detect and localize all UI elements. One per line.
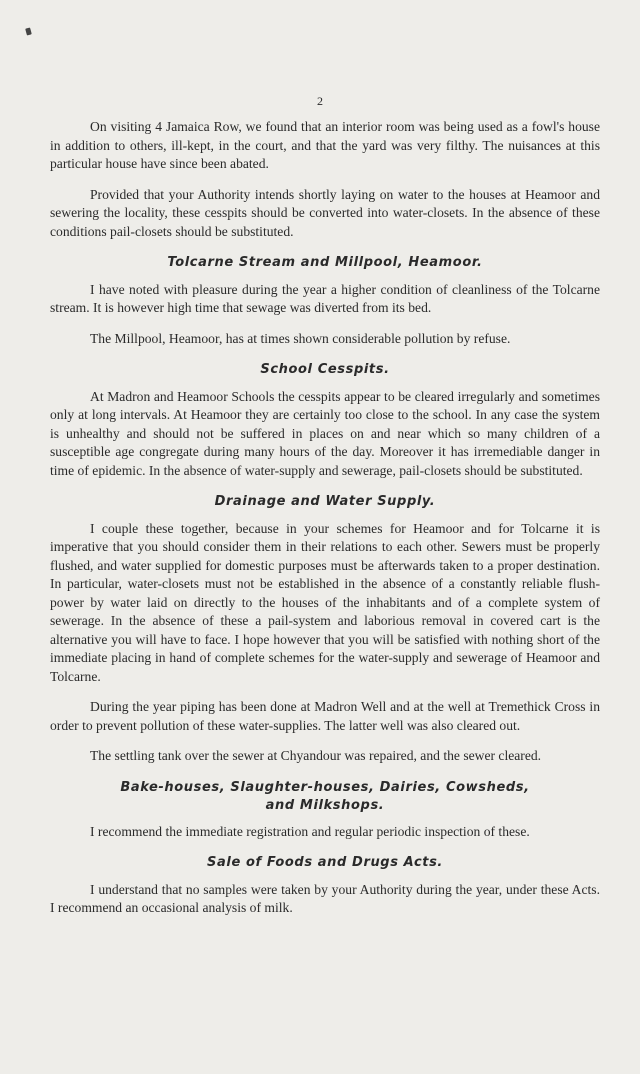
paragraph-registration: I recommend the immediate registration and regular periodic inspection of these. bbox=[90, 823, 530, 839]
document-body bbox=[50, 118, 600, 930]
heading-sale-of-foods: Sale of Foods and Drugs Acts. bbox=[207, 855, 443, 870]
paragraph-jamaica-row: On visiting 4 Jamaica Row, we found that an interior room was being used as a fowl's house in addition to others, ill-kept, in the court, and that the yard was very filthy. The nuisances at this particular house have since been abated. bbox=[50, 119, 600, 171]
paragraph-samples: I understand that no samples were taken by your Authority during the year, under these Acts. I recommend an occasional analysis of milk. bbox=[50, 881, 600, 915]
heading-tolcarne-stream: Tolcarne Stream and Millpool, Heamoor. bbox=[167, 255, 483, 270]
heading-school-cesspits: School Cesspits. bbox=[260, 362, 390, 377]
heading-bakehouses bbox=[50, 779, 600, 815]
page-corner-mark bbox=[25, 27, 32, 35]
paragraph-cesspits-conversion: Provided that your Authority intends shortly laying on water to the houses at Heamoor and sewering the locality, these cesspits should be converted into water-closets. In the absence of these conditions pail-closets should be substituted. bbox=[50, 186, 600, 239]
paragraph-settling-tank: The settling tank over the sewer at Chyandour was repaired, and the sewer cleared. bbox=[90, 748, 542, 763]
paragraph-drainage: I couple these together, because in your schemes for Heamoor and for Tolcarne it is imperative that you should consider them in their relations to each other. Sewers must be properly flushed, and water supplied for domestic purposes must be afterwards taken to a proper destination. In particular, water-closets must not be established in the absence of a constantly reliable flush-power by water laid on directly to the houses of the inhabitants and of a complete system of sewerage. In the absence of these a pail-system and laborious removal in covered cart is the alternative you will have to face. I hope however that you will be satisfied with nothing short of the immediate placing in hand of complete schemes for the water-supply and sewerage of Heamoor and Tolcarne. bbox=[50, 520, 600, 684]
paragraph-tolcarne-stream: I have noted with pleasure during the year a higher condition of cleanliness of the Tolcarne stream. It is however high time that sewage was diverted from its bed. bbox=[50, 281, 600, 315]
paragraph-millpool: The Millpool, Heamoor, has at times shown considerable pollution by refuse. bbox=[90, 330, 511, 346]
heading-bakehouses-line2: and Milkshops. bbox=[265, 797, 385, 813]
heading-drainage-water-supply: Drainage and Water Supply. bbox=[214, 494, 436, 509]
paragraph-school-cesspits: At Madron and Heamoor Schools the cesspits appear to be cleared irregularly and sometimes only at long intervals. At Heamoor they are certainly too close to the school. In any case the system is unhealthy and should not be suffered in places on and near which so many children of a susceptible age congregate during many hours of the day. Moreover it has irremediable danger in time of epidemic. In the absence of water-supply and sewerage, pail-closets should be substituted. bbox=[50, 388, 600, 478]
paragraph-piping: During the year piping has been done at Madron Well and at the well at Tremethick Cross in order to prevent pollution of these water-supplies. The latter well was also cleared out. bbox=[50, 699, 600, 733]
page-number: 2 bbox=[317, 94, 323, 108]
heading-bakehouses-line1: Bake-houses, Slaughter-houses, Dairies, Cowsheds, bbox=[120, 779, 530, 795]
